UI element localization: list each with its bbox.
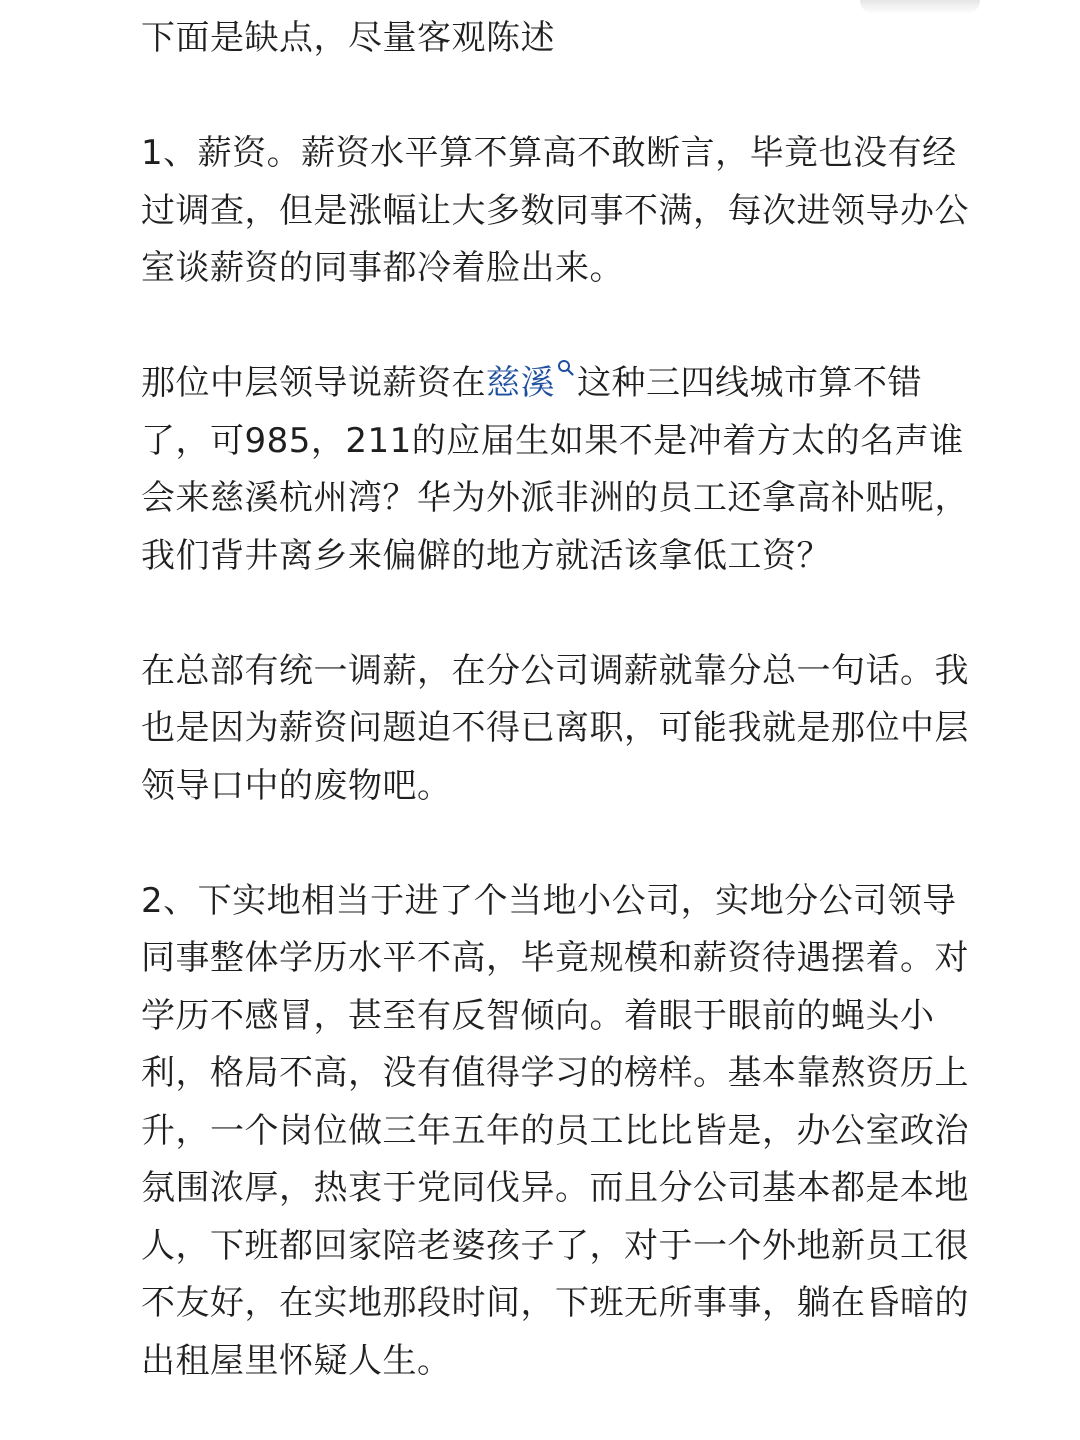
- paragraph-branch-culture: 2、下实地相当于进了个当地小公司，实地分公司领导同事整体学历水平不高，毕竟规模和薪资待遇摆着。对学历不感冒，甚至有反智倾向。着眼于眼前的蝇头小利，格局不高，没有值得学习的榜样。基本靠熬资历上升，一个岗位做三年五年的员工比比皆是，办公室政治氛围浓厚，热衷于党同伐异。而且分公司基本都是本地人，下班都回家陪老婆孩子了，对于一个外地新员工很不友好，在实地那段时间，下班无所事事，躺在昏暗的出租屋里怀疑人生。: [141, 880, 969, 1381]
- paragraph-branch-salary: 在总部有统一调薪，在分公司调薪就靠分总一句话。我也是因为薪资问题迫不得已离职，可能我就是那位中层领导口中的废物吧。: [141, 650, 969, 806]
- paragraph-city-salary: [141, 355, 971, 585]
- paragraph-salary: 1、薪资。薪资水平算不算高不敢断言，毕竟也没有经过调查，但是涨幅让大多数同事不满，每次进领导办公室谈薪资的同事都冷着脸出来。: [141, 133, 969, 288]
- paragraph-text-before-link: 那位中层领导说薪资在: [141, 363, 486, 403]
- search-icon[interactable]: [557, 359, 575, 377]
- article-heading: 下面是缺点，尽量客观陈述: [141, 18, 555, 58]
- paragraph-text-after-link: 这种三四线城市算不错了，可985，211的应届生如果不是冲着方太的名声谁会来慈溪杭州湾？华为外派非洲的员工还拿高补贴呢，我们背井离乡来偏僻的地方就活该拿低工资？: [141, 363, 969, 576]
- article-body: [141, 10, 971, 1390]
- city-search-link[interactable]: 慈溪: [486, 363, 555, 403]
